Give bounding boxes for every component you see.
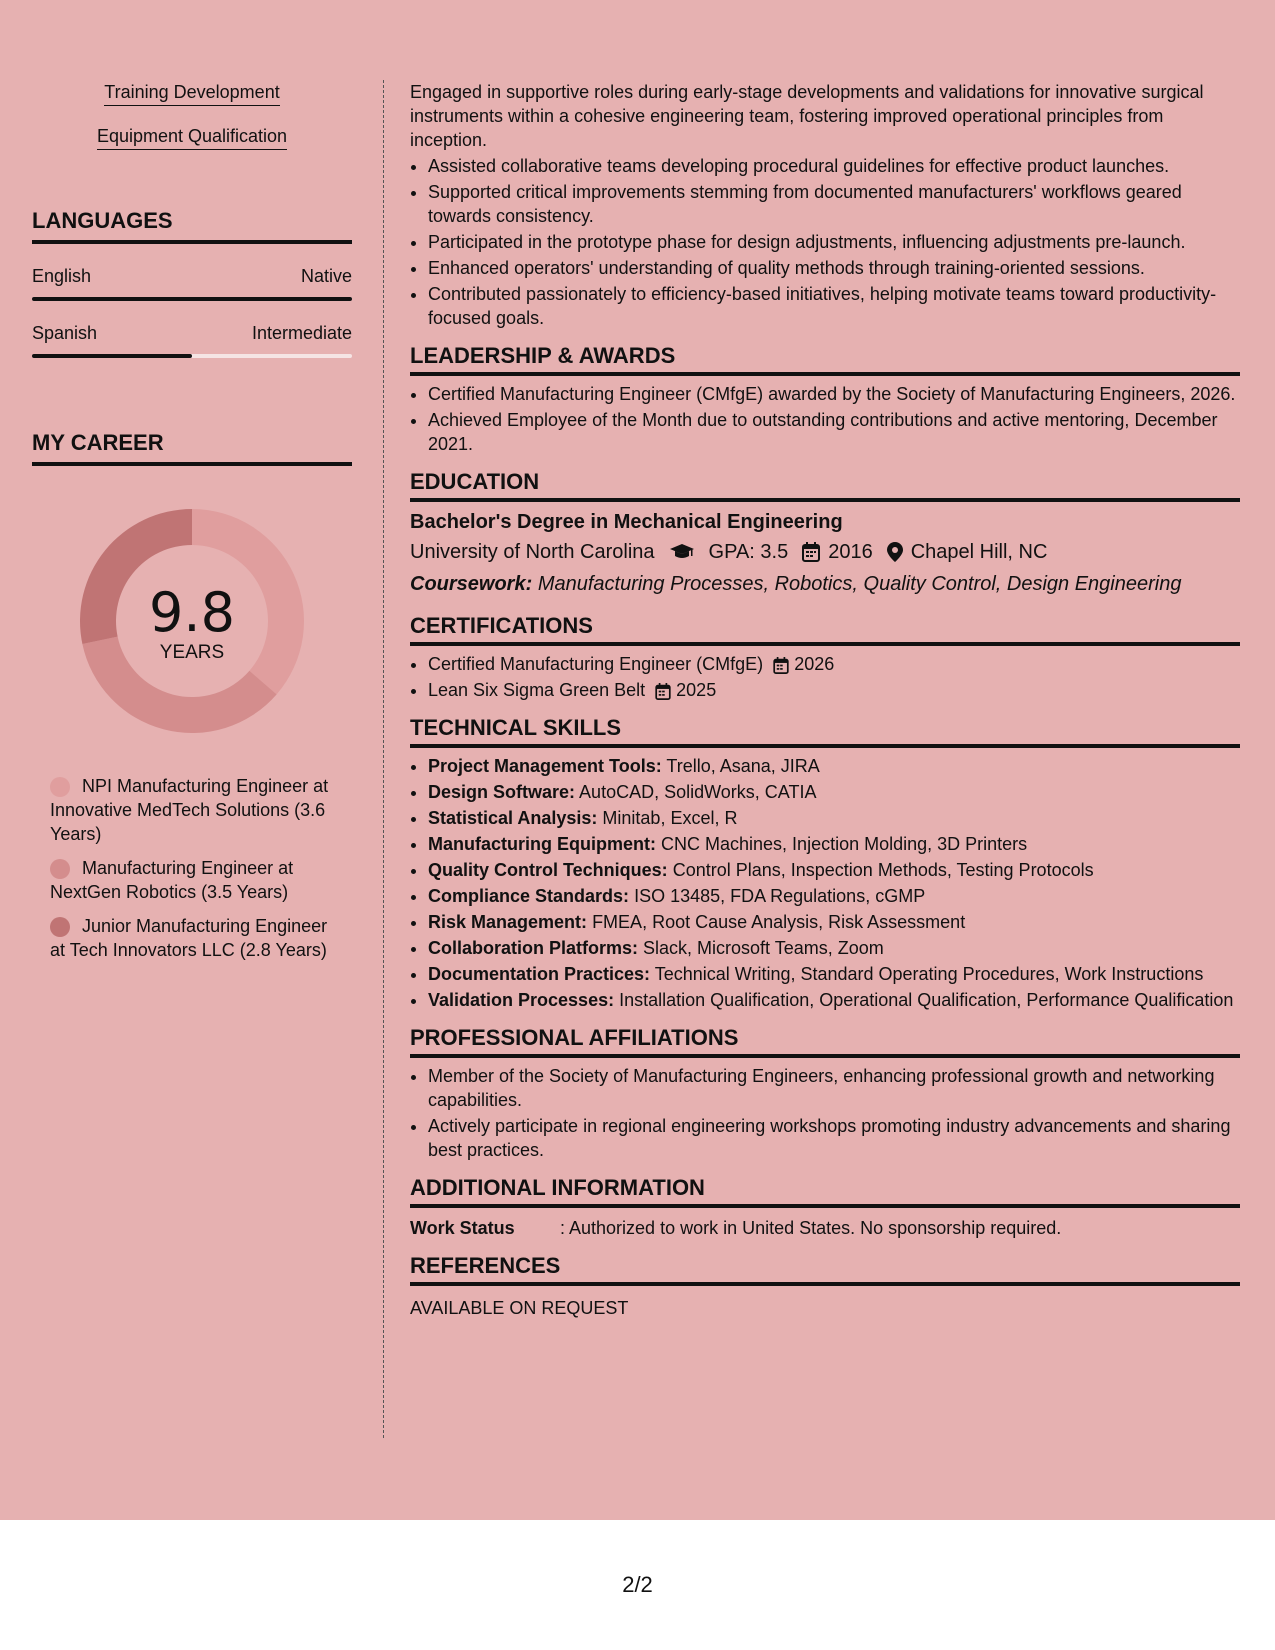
- list-item: • Design Software: AutoCAD, SolidWorks, CATIA: [428, 780, 1240, 804]
- affiliations-list: [410, 1064, 1240, 1162]
- certifications-heading: CERTIFICATIONS: [410, 614, 1240, 646]
- career-total: 9.8: [149, 581, 235, 644]
- work-status: [410, 1216, 1240, 1240]
- list-item: • Contributed passionately to efficiency-based initiatives, helping motivate teams toward productivity-focused goals.: [428, 282, 1240, 330]
- calendar-icon: [802, 542, 820, 562]
- career-item: NPI Manufacturing Engineer at Innovative MedTech Solutions (3.6 Years): [50, 776, 329, 844]
- calendar-icon: [655, 683, 671, 700]
- technical-skills-heading: TECHNICAL SKILLS: [410, 716, 1240, 748]
- list-item: • Assisted collaborative teams developing procedural guidelines for effective product launches.: [428, 154, 1240, 178]
- leadership-heading: LEADERSHIP & AWARDS: [410, 344, 1240, 376]
- calendar-icon: [773, 657, 789, 674]
- language-level: Native: [300, 266, 352, 286]
- leadership-list: [410, 382, 1240, 456]
- coursework-label: Coursework:: [410, 573, 533, 595]
- affiliations-heading: PROFESSIONAL AFFILIATIONS: [410, 1026, 1240, 1058]
- list-item: • Project Management Tools: Trello, Asana, JIRA: [428, 754, 1240, 778]
- list-item: • Participated in the prototype phase for design adjustments, influencing adjustments pre-launch.: [428, 230, 1240, 254]
- education-details: [410, 540, 1240, 564]
- degree-title: Bachelor's Degree in Mechanical Engineering: [410, 511, 843, 533]
- summary-intro: Engaged in supportive roles during early-stage developments and validations for innovative surgical instruments within a cohesive engineering team, fostering improved operational principles from inception.: [410, 82, 1204, 150]
- technical-skills-list: [410, 754, 1240, 1012]
- list-item: • Documentation Practices: Technical Writing, Standard Operating Procedures, Work Instructions: [428, 962, 1240, 986]
- list-item: • Enhanced operators' understanding of quality methods through training-oriented sessions.: [428, 256, 1240, 280]
- career-color-dot: [50, 777, 70, 797]
- school-location: Chapel Hill, NC: [910, 541, 1048, 563]
- list-item: • Member of the Society of Manufacturing Engineers, enhancing professional growth and networking capabilities.: [428, 1064, 1240, 1112]
- certifications-list: [410, 652, 1240, 702]
- language-bar-fill: [32, 354, 192, 358]
- career-color-dot: [50, 859, 70, 879]
- language-spanish: [32, 323, 352, 358]
- list-item: • Actively participate in regional engineering workshops promoting industry advancements and sharing best practices.: [428, 1114, 1240, 1162]
- list-item: • Quality Control Techniques: Control Plans, Inspection Methods, Testing Protocols: [428, 858, 1240, 882]
- language-english: [32, 266, 352, 301]
- language-bar: [32, 354, 352, 358]
- list-item: • Achieved Employee of the Month due to outstanding contributions and active mentoring, December 2021.: [428, 408, 1240, 456]
- language-name: English: [32, 266, 92, 286]
- list-item: • Manufacturing Equipment: CNC Machines, Injection Molding, 3D Printers: [428, 832, 1240, 856]
- list-item: • Certified Manufacturing Engineer (CMfgE) awarded by the Society of Manufacturing Engineers, 2026.: [428, 382, 1240, 406]
- coursework: [410, 572, 1240, 596]
- graduation-year: 2016: [828, 541, 873, 563]
- page-number: 2/2: [622, 1572, 653, 1597]
- career-item: Manufacturing Engineer at NextGen Robotics (3.5 Years): [50, 858, 294, 902]
- language-name: Spanish: [32, 323, 98, 343]
- list-item: • Lean Six Sigma Green Belt 2025: [428, 678, 1240, 702]
- list-item: • Certified Manufacturing Engineer (CMfgE) 2026: [428, 652, 1240, 676]
- language-bar-fill: [32, 297, 352, 301]
- language-level: Intermediate: [251, 323, 352, 343]
- list-item: • Collaboration Platforms: Slack, Microsoft Teams, Zoom: [428, 936, 1240, 960]
- languages-heading: LANGUAGES: [32, 208, 352, 244]
- references-text: AVAILABLE ON REQUEST: [410, 1298, 629, 1318]
- graduation-cap-icon: [669, 543, 695, 561]
- school-name: University of North Carolina: [410, 541, 655, 563]
- right-column: [410, 80, 1240, 1320]
- skill-tag: Equipment Qualification: [97, 126, 287, 150]
- list-item: • Compliance Standards: ISO 13485, FDA Regulations, cGMP: [428, 884, 1240, 908]
- location-pin-icon: [887, 542, 903, 562]
- work-status-label: Work Status: [410, 1218, 515, 1238]
- career-unit: YEARS: [159, 642, 225, 663]
- references-heading: REFERENCES: [410, 1254, 1240, 1286]
- career-donut-chart: [77, 506, 307, 736]
- column-divider: [383, 80, 384, 1438]
- education-heading: EDUCATION: [410, 470, 1240, 502]
- list-item: • Supported critical improvements stemming from documented manufacturers' workflows geared towards consistency.: [428, 180, 1240, 228]
- career-item: Junior Manufacturing Engineer at Tech Innovators LLC (2.8 Years): [50, 916, 328, 960]
- list-item: • Statistical Analysis: Minitab, Excel, R: [428, 806, 1240, 830]
- career-list: [32, 774, 352, 962]
- coursework-list: Manufacturing Processes, Robotics, Quality Control, Design Engineering: [537, 573, 1182, 595]
- left-column: [32, 82, 352, 972]
- skill-tag: Training Development: [104, 82, 279, 106]
- language-bar: [32, 297, 352, 301]
- work-status-value: : Authorized to work in United States. No sponsorship required.: [560, 1218, 1062, 1238]
- career-heading: MY CAREER: [32, 430, 352, 466]
- gpa: GPA: 3.5: [708, 541, 789, 563]
- summary-bullets: [410, 154, 1240, 330]
- list-item: • Validation Processes: Installation Qualification, Operational Qualification, Performance Qualification: [428, 988, 1240, 1012]
- additional-info-heading: ADDITIONAL INFORMATION: [410, 1176, 1240, 1208]
- list-item: • Risk Management: FMEA, Root Cause Analysis, Risk Assessment: [428, 910, 1240, 934]
- career-color-dot: [50, 917, 70, 937]
